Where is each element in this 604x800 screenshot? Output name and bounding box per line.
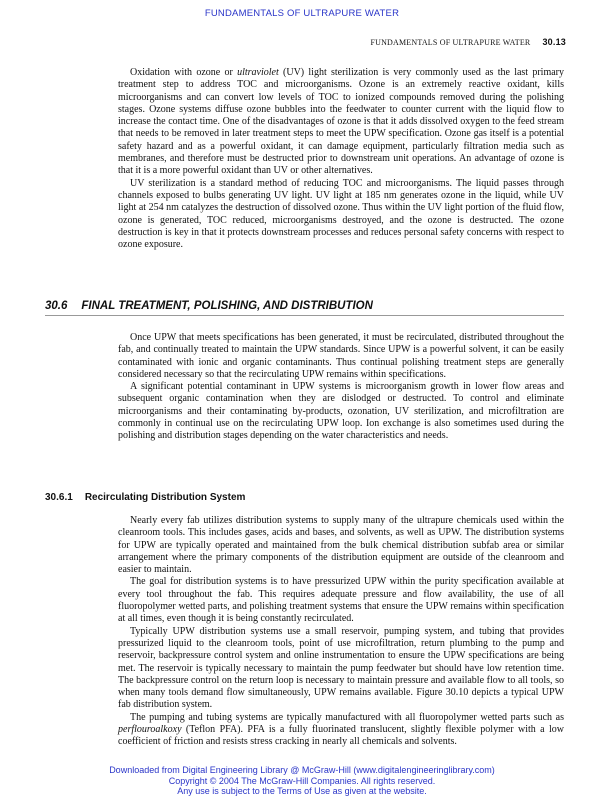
paragraph: Nearly every fab utilizes distribution systems to supply many of the ultrapure chemicals used within the cleanroom tools. This includes gases, acids and bases, and solvents, as well as UPW. The distribution systems for UPW are typically operated and maintained from the bulk chemical distribution subfab area or similar arrangement where the primary components of the distribution equipment are outside of the cleanroom and easier to maintain. bbox=[118, 515, 564, 576]
subsection-text bbox=[118, 515, 564, 749]
running-head bbox=[370, 37, 566, 47]
section-number: 30.6 bbox=[45, 300, 68, 312]
page-number: 30.13 bbox=[542, 37, 566, 47]
paragraph: Once UPW that meets specifications has been generated, it must be recirculated, distributed throughout the fab, and continually treated to maintain the UPW standards. Since UPW is a powerful solvent, it can be easily contaminated with ionic and organic contaminants. Thus continual polishing treatment steps are generally considered necessary so that the recirculating UPW remains within specifications. bbox=[118, 332, 564, 380]
subsection-heading bbox=[45, 492, 245, 503]
paragraph: The pumping and tubing systems are typically manufactured with all fluoropolymer wetted parts such as perflouroalkoxy (Teflon PFA). PFA is a fully fluorinated translucent, slightly flexible polymer with a low coefficient of friction and resists stress cracking in nearly all chemicals and solvents. bbox=[118, 711, 564, 748]
footer bbox=[0, 765, 604, 797]
paragraph: Typically UPW distribution systems use a small reservoir, pumping system, and tubing that provides pressurized liquid to the cleanroom tools, point of use microfiltration, return plumbing to the pump and reservoir, backpressure control system and online instrumentation to ensure the UPW specifications are being met. The reservoir is typically necessary to maintain the pump feedwater but should have low retention time. The backpressure control on the return loop is necessary to maintain pressure and available flow to all tools, so when many tools demand flow simultaneously, UPW remains available. Figure 30.10 depicts a typical UPW fab distribution system. bbox=[118, 625, 564, 711]
paragraph: Oxidation with ozone or ultraviolet (UV) light sterilization is very commonly used as the last primary treatment step to address TOC and microorganisms. Ozone is an extremely reactive oxidant, kills microorganisms and can convert low levels of TOC to ionized compounds removed during the polishing stages. Ozone systems diffuse ozone bubbles into the feedwater to counter current with the liquid flow to increase the contact time. One of the disadvantages of ozone is that it adds dissolved oxygen to the feed stream that needs to be removed in later treatment steps to meet the UPW specification. Ozone gas itself is a potential safety hazard and as a powerful oxidant, it can damage equipment, particularly filtration media such as membranes, and therefore must be destructed prior to downstream unit operations. An advantage of ozone is that it is a more powerful oxidant than UV or other alternatives. bbox=[118, 67, 565, 177]
section-heading bbox=[45, 300, 564, 316]
paragraph: A significant potential contaminant in UPW systems is microorganism growth in lower flow areas and subsequent organic contamination when they are dislodged or destructed. To control and eliminate microorganisms and their contaminating by-products, ozonation, UV sterilization, and microfiltration are commonly in continual use on the recirculating UPW loop. Ion exchange is also sometimes used during the polishing and distribution stages depending on the water characteristics and needs. bbox=[118, 381, 564, 442]
top-banner-link[interactable]: FUNDAMENTALS OF ULTRAPURE WATER bbox=[204, 8, 400, 19]
footer-copyright: Copyright © 2004 The McGraw-Hill Companies. All rights reserved. bbox=[168, 775, 436, 786]
intro-text bbox=[118, 67, 564, 251]
section-title: FINAL TREATMENT, POLISHING, AND DISTRIBUTION bbox=[81, 300, 373, 312]
subsection-number: 30.6.1 bbox=[45, 492, 73, 503]
running-head-title: FUNDAMENTALS OF ULTRAPURE WATER bbox=[370, 38, 531, 47]
footer-terms-link[interactable]: Any use is subject to the Terms of Use as given at the website. bbox=[177, 786, 427, 796]
subsection-title: Recirculating Distribution System bbox=[84, 492, 246, 503]
footer-download-link[interactable]: Downloaded from Digital Engineering Library @ McGraw-Hill (www.digitalengineeringlibrary.com) bbox=[109, 765, 495, 775]
section-text bbox=[118, 332, 564, 443]
paragraph: UV sterilization is a standard method of reducing TOC and microorganisms. The liquid passes through channels exposed to bulbs generating UV light. UV light at 185 nm generates ozone in the liquid, while UV light at 254 nm catalyzes the destruction of dissolved ozone. Thus within the UV light portion of the fluid flow, ozone is generated, TOC reduced, microorganisms destroyed, and the ozone is destructed. The ozone destruction is key in that it protects downstream processes and reduces personal safety concerns with respect to ozone exposure. bbox=[118, 177, 564, 251]
paragraph: The goal for distribution systems is to have pressurized UPW within the purity specification available at every tool throughout the fab. This requires adequate pressure and flow availability, the use of all fluoropolymer wetted parts, and polishing treatment systems that ensure the UPW remains within specification at all times, even though it is being constantly recirculated. bbox=[118, 576, 564, 625]
